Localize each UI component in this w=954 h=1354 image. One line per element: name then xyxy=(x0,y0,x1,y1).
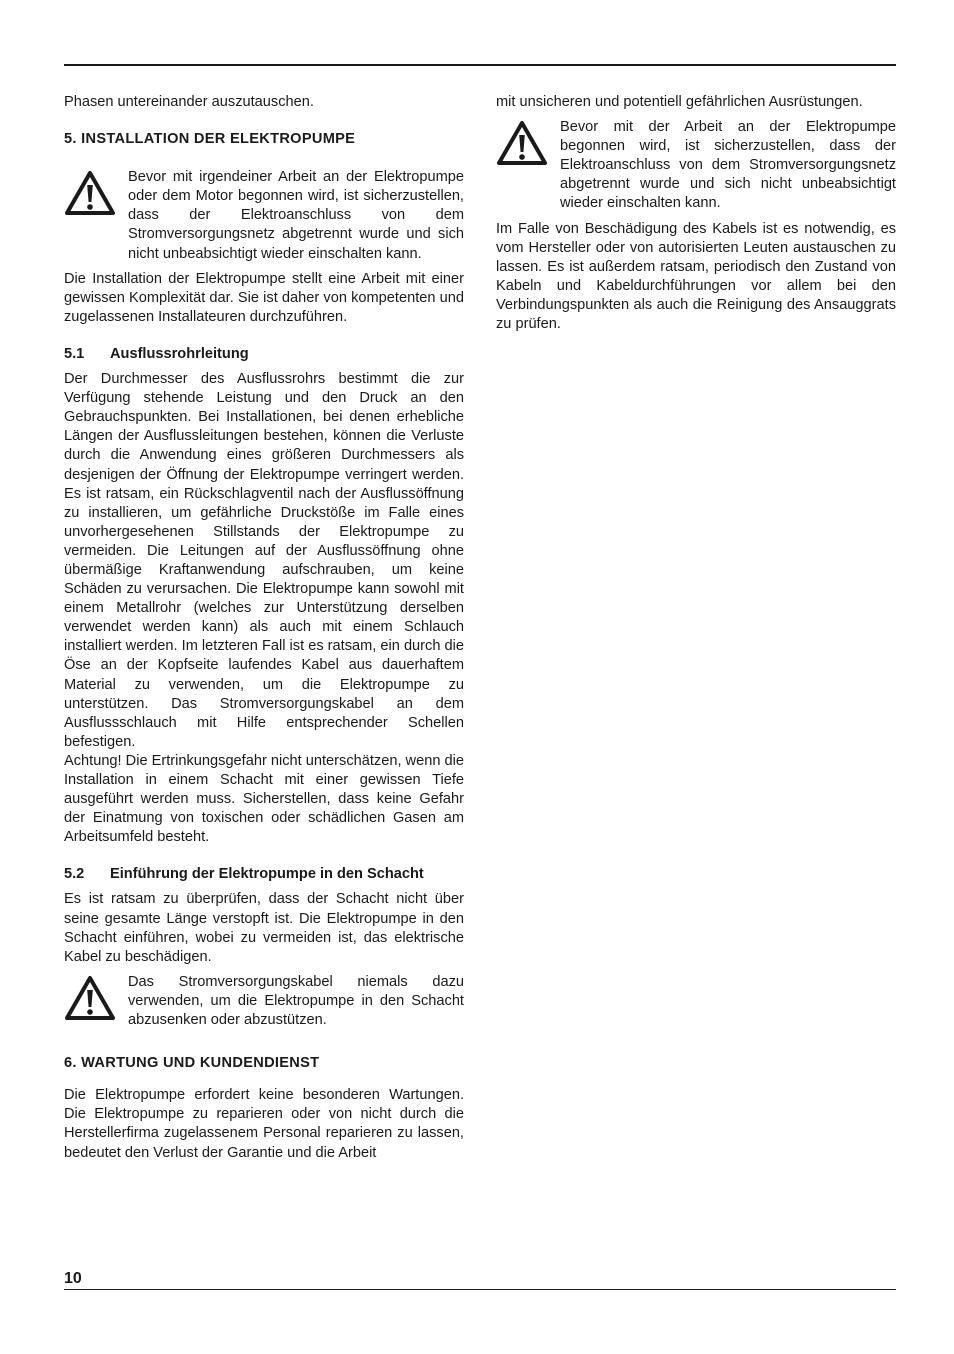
top-rule xyxy=(64,64,896,66)
section-5-1-paragraph-1: Der Durchmesser des Ausflussrohrs bestimmt die zur Verfügung stehende Leistung und den Druck an den Gebrauchspunkten. Bei Installationen, bei denen erhebliche Längen der Ausflussleitungen bestehen, können die Verluste durch die Anwendung eines größeren Durchmessers als desjenigen der Öffnung der Elektropumpe verringert werden. Es ist ratsam, ein Rückschlagventil nach der Ausflussöffnung zu installieren, um gefährliche Druckstöße im Falle eines unvorhergesehenen Stillstands der Elektropumpe zu vermeiden. Die Leitungen auf der Ausflussöffnung ohne übermäßige Kraftanwendung aufschrauben, um keine Schäden zu verursachen. Die Elektropumpe kann sowohl mit einem Metallrohr (welches zur Unterstützung derselben verwendet werden kann) als auch mit einem Schlauch installiert werden. Im letzteren Fall ist es ratsam, ein durch die Öse an der Kopfseite laufendes Kabel aus dauerhaftem Material zu verwenden, um die Elektropumpe zu unterstützen. Das Stromversorgungskabel an dem Ausflussschlauch mit Hilfe entsprechender Schellen befestigen. xyxy=(64,371,464,750)
intro-paragraph: Phasen untereinander auszutauschen. xyxy=(64,94,314,110)
section-5-warning xyxy=(64,168,464,263)
section-6-paragraph: Die Elektropumpe erfordert keine besonderen Wartungen. Die Elektropumpe zu reparieren oder von nicht durch die Herstellerfirma zugelassenem Personal reparieren zu lassen, bedeutet den Verlust der Garantie und die Arbeit xyxy=(64,1087,464,1161)
page-number: 10 xyxy=(64,1270,82,1287)
section-title: Einführung der Elektropumpe in den Schacht xyxy=(110,866,424,883)
section-5-2-warning xyxy=(64,973,464,1030)
right-column xyxy=(496,93,896,334)
warning-triangle-icon xyxy=(64,973,128,1027)
section-number: 5.2 xyxy=(64,866,85,883)
section-5-2-paragraph: Es ist ratsam zu überprüfen, dass der Schacht nicht über seine gesamte Länge verstopft ist. Die Elektropumpe in den Schacht einführen, wobei zu vermeiden ist, das elektrische Kabel zu beschädigen. xyxy=(64,891,464,965)
warning-triangle-icon xyxy=(64,168,128,222)
left-column xyxy=(64,93,464,1163)
section-5-1-heading xyxy=(64,345,464,364)
section-title: Ausflussrohrleitung xyxy=(110,345,249,362)
continued-paragraph: mit unsicheren und potentiell gefährlichen Ausrüstungen. xyxy=(496,94,863,110)
section-6-heading: 6. WARTUNG UND KUNDENDIENST xyxy=(64,1055,320,1072)
right-warning xyxy=(496,118,896,213)
bottom-rule xyxy=(64,1289,896,1290)
section-5-1-paragraph-2: Achtung! Die Ertrinkungsgefahr nicht unterschätzen, wenn die Installation in einem Schacht mit einer gewissen Tiefe ausgeführt werden muss. Sicherstellen, dass keine Gefahr der Einatmung von toxischen oder schädlichen Gasen am Arbeitsumfeld besteht. xyxy=(64,752,464,846)
section-5-paragraph: Die Installation der Elektropumpe stellt eine Arbeit mit einer gewissen Komplexität dar. Sie ist daher von kompetenten und zugelassenen Installateuren durchzuführen. xyxy=(64,270,464,325)
warning-text: Das Stromversorgungskabel niemals dazu verwenden, um die Elektropumpe in den Schacht abzusenken oder abzustützen. xyxy=(128,973,464,1029)
cable-paragraph: Im Falle von Beschädigung des Kabels ist es notwendig, es vom Hersteller oder von autorisierten Leuten austauschen zu lassen. Es ist außerdem ratsam, periodisch den Zustand von Kabeln und Kabeldurchführungen vor allem bei den Verbindungspunkten als auch die Reinigung des Ansauggrats zu prüfen. xyxy=(496,220,896,333)
section-5-heading: 5. INSTALLATION DER ELEKTROPUMPE xyxy=(64,131,356,148)
warning-text: Bevor mit irgendeiner Arbeit an der Elektropumpe oder dem Motor begonnen wird, ist sicherzustellen, dass der Elektroanschluss von dem Stromversorgungsnetz abgetrennt wurde und sich nicht unbeabsichtigt wieder einschalten kann. xyxy=(128,169,464,262)
warning-text: Bevor mit der Arbeit an der Elektropumpe begonnen wird, ist sicherzustellen, dass der Elektroanschluss von dem Stromversorgungsnetz abgetrennt wurde und sich nicht unbeabsichtigt wieder einschalten kann. xyxy=(560,119,896,212)
section-number: 5.1 xyxy=(64,345,85,362)
warning-triangle-icon xyxy=(496,118,560,172)
section-5-2-heading xyxy=(64,865,464,884)
